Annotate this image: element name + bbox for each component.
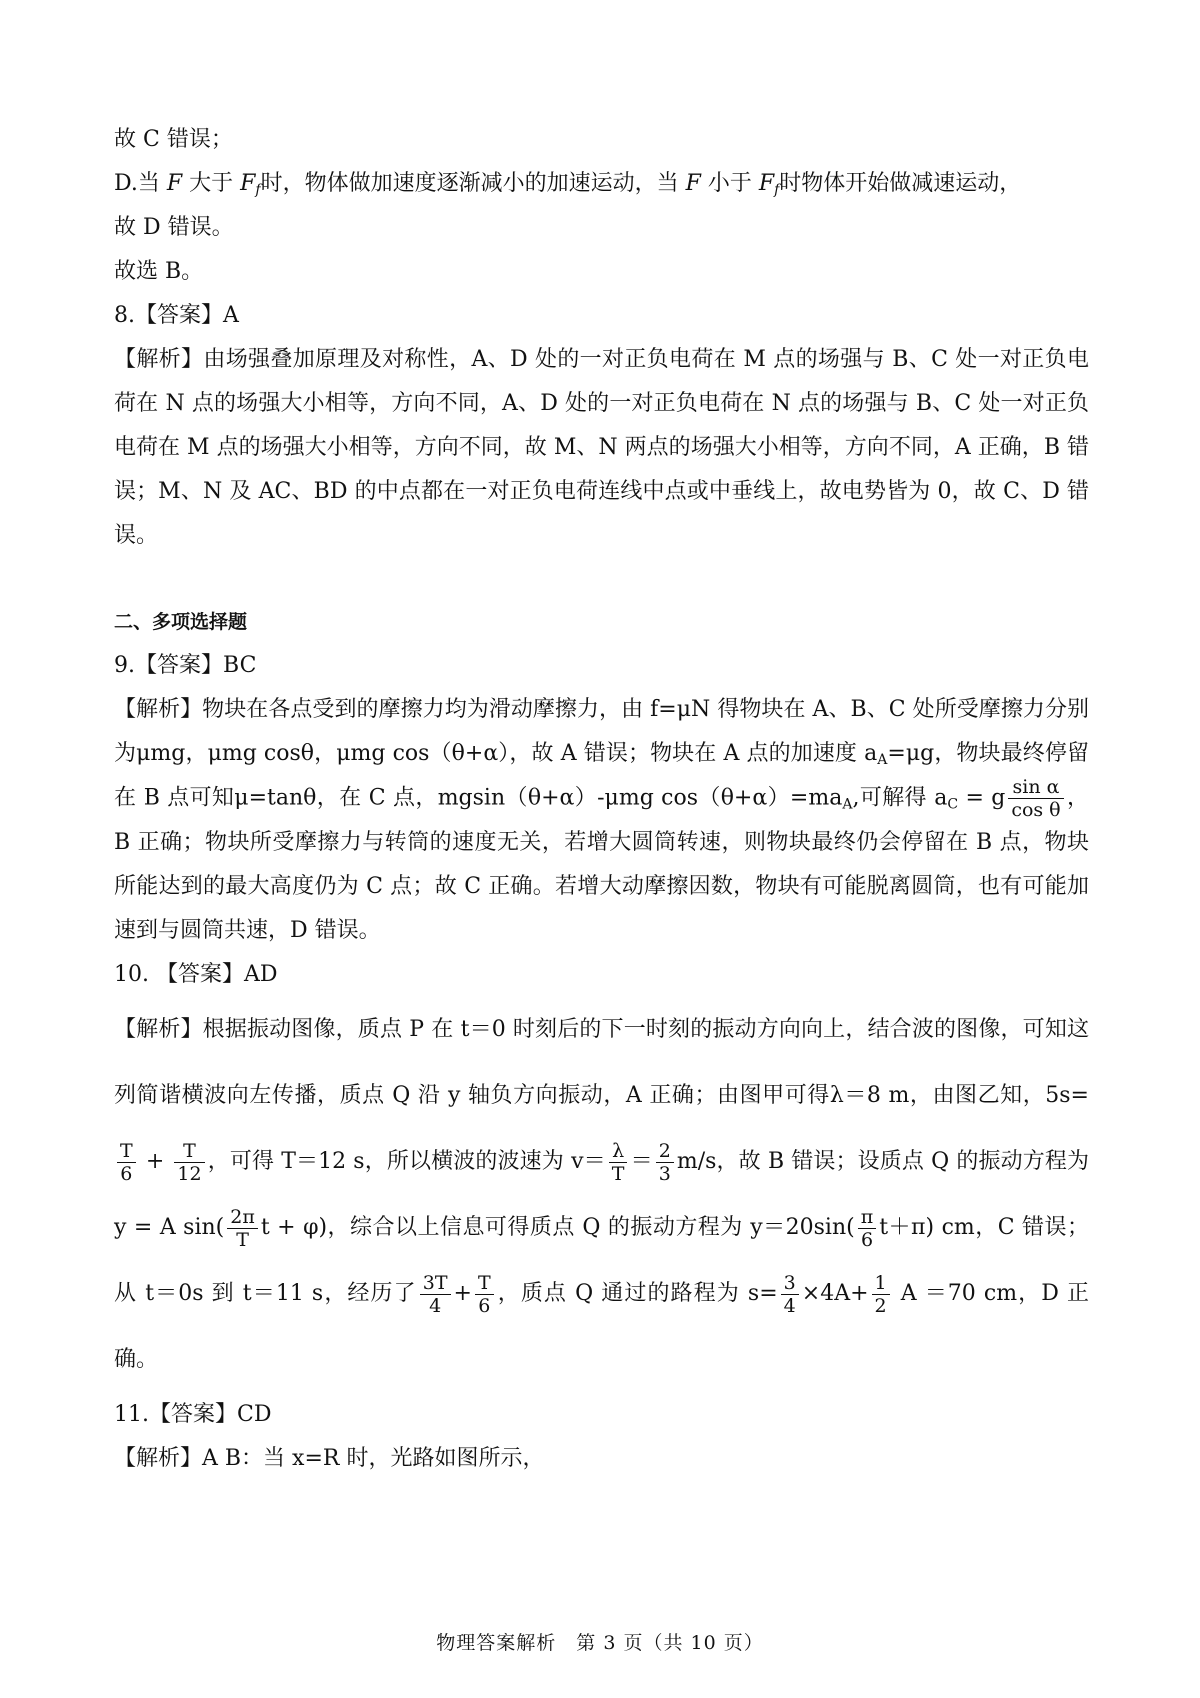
var-ff: $F_f$	[758, 171, 780, 198]
text-line: 故选 B。	[114, 259, 204, 284]
q10-answer: 10. 【答案】AD	[114, 962, 278, 987]
text-line: 故 C 错误；	[114, 127, 233, 152]
fraction: $\frac{2\pi}{T}$	[227, 1206, 258, 1251]
fraction: $\frac{3T}{4}$	[420, 1272, 451, 1317]
fraction: $\frac{3}{4}$	[781, 1272, 799, 1317]
fraction: $\frac{T}{6}$	[117, 1140, 136, 1185]
fraction: $\frac{\lambda}{T}$	[609, 1140, 628, 1185]
q11-explanation: 【解析】A B：当 x=R 时，光路如图所示，	[114, 1446, 545, 1471]
var-f: F	[166, 171, 183, 196]
var-f: F	[685, 171, 701, 196]
var-ff: $F_f$	[240, 171, 261, 198]
fraction: $\frac{2}{3}$	[656, 1140, 674, 1185]
q8-answer: 8.【答案】A	[114, 303, 239, 328]
fraction: $\frac{\text{sin α}}{\text{cos θ}}$	[1008, 776, 1063, 821]
q8-explanation: 【解析】由场强叠加原理及对称性，A、D 处的一对正负电荷在 M 点的场强与 B、C 处一对正负电荷在 N 点的场强大小相等，方向不同，A、D 处的一对正负电荷在 N 点的场强与 B、C 处一对正负电荷在 M 点的场强大小相等，方向不同，故 M、N 两点的场强大小相等，方向不同，A 正确，B 错误；M、N 及 AC、BD 的中点都在一对正负电荷连线中点或中垂线上，故电势皆为 0，故 C、D 错误。	[114, 347, 1089, 548]
text-line: 故 D 错误。	[114, 215, 234, 240]
q9-explanation: 【解析】物块在各点受到的摩擦力均为滑动摩擦力，由 f=μN 得物块在 A、B、C 处所受摩擦力分别为μmg，μmg cosθ，μmg cos（θ+α），故 A 错误；物块在 A 点的加速度 $a_A=\mu g$，物块最终停留在 B 点可知μ=tanθ，在 C 点，mgsin（θ+α）-μmg $\cos(\theta+\alpha)=ma_A$,可解得 $a_C = g$ $\frac{\text{sin α}}{\text{cos θ}}$ ，B 正确；物块所受摩擦力与转筒的速度无关，若增大圆筒转速，则物块最终仍会停留在 B 点，物块所能达到的最大高度仍为 C 点；故 C 正确。若增大动摩擦因数，物块有可能脱离圆筒，也有可能加速到与圆筒共速，D 错误。	[114, 697, 1089, 943]
q7-option-d: D.当 F 大于 $F_f$时，物体做加速度逐渐减小的加速运动，当 F 小于 $F_f$时物体开始做减速运动，	[114, 171, 1022, 198]
document-body	[114, 118, 1089, 1481]
fraction: $\frac{\pi}{6}$	[858, 1206, 877, 1251]
section-heading: 二、多项选择题	[114, 611, 248, 633]
fraction: $\frac{T}{12}$	[174, 1140, 204, 1185]
fraction: $\frac{1}{2}$	[872, 1272, 890, 1317]
q10-explanation: 【解析】根据振动图像，质点 P 在 t＝0 时刻后的下一时刻的振动方向向上，结合波的图像，可知这列简谐横波向左传播，质点 Q 沿 y 轴负方向振动，A 正确；由图甲可得λ＝8 m，由图乙知，5s= $\frac{T}{6}$ + $\frac{T}{12}$ ，可得 T＝12 s，所以横波的波速为 v＝ $\frac{\lambda}{T}$ ＝ $\frac{2}{3}$ m/s，故 B 错误；设质点 Q 的振动方程为 y = A sin( $\frac{2\pi}{T}$ t + φ)，综合以上信息可得质点 Q 的振动方程为 y＝20sin( $\frac{\pi}{6}$ t＋π) cm，C 错误；从 t＝0s 到 t＝11 s，经历了 $\frac{3T}{4}$ + $\frac{T}{6}$ ，质点 Q 通过的路程为 s= $\frac{3}{4}$ ×4A+ $\frac{1}{2}$ A ＝70 cm，D 正确。	[114, 1017, 1090, 1372]
fraction: $\frac{T}{6}$	[475, 1272, 494, 1317]
page-footer: 物理答案解析 第 3 页（共 10 页）	[436, 1632, 764, 1654]
q11-answer: 11.【答案】CD	[114, 1402, 272, 1427]
q9-answer: 9.【答案】BC	[114, 653, 257, 678]
